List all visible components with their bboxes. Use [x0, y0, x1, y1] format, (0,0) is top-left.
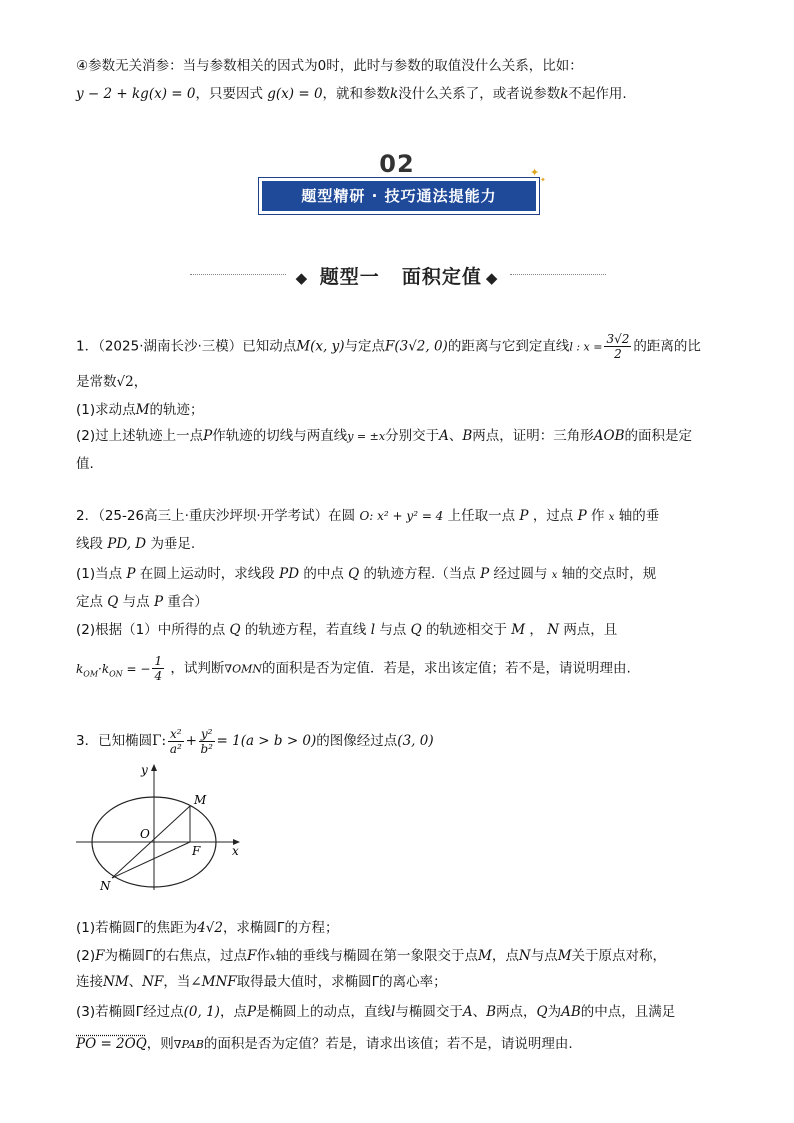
math-var: k [76, 661, 84, 676]
label-x: x [232, 844, 239, 858]
math-var: ·k [98, 661, 110, 676]
sparkle-icon: ✦ [530, 166, 540, 179]
text: 两点，且 [563, 622, 618, 638]
math-var: A [462, 1004, 473, 1020]
math-var: Q [348, 566, 360, 582]
ellipse-figure [70, 760, 250, 896]
fraction-numerator: 3√2 [606, 332, 630, 346]
math-var: P [480, 566, 490, 582]
text: 两点， [496, 1004, 537, 1020]
q2-part-1 [76, 564, 734, 586]
math-var: x [269, 952, 276, 963]
q3-part-3-cont [76, 1034, 734, 1055]
text: ，点 [219, 1004, 247, 1020]
math-var: M [478, 948, 492, 964]
text: (3)若椭圆Γ经过点 [76, 1004, 184, 1020]
math-expr: F(3√2, 0) [384, 338, 448, 355]
text: (2) [76, 948, 96, 964]
text: 取得最大值时，求椭圆Γ的离心率； [236, 974, 447, 990]
math-var: NF [142, 974, 164, 990]
text: 关于原点对称， [571, 948, 667, 964]
q3-part-1 [76, 918, 734, 938]
math-expr: √2 [116, 374, 134, 390]
label-m: M [194, 793, 207, 807]
math-var: Q [536, 1004, 548, 1020]
fraction-denominator: 4 [154, 669, 163, 683]
label-o: O [140, 827, 150, 841]
section-number: 02 [379, 150, 415, 178]
math-var: N [518, 948, 531, 964]
fraction [168, 727, 184, 756]
text: 、 [448, 428, 463, 444]
text: 作轨迹的切线与两直线 [212, 428, 348, 444]
q1-source: 1．（2025·湖南长沙·三模）已知动点 [76, 338, 297, 355]
text: 的轨迹方程.（当点 [363, 566, 476, 582]
math-var: P [126, 566, 136, 582]
text: 的面积是否为定值？若是，请求出该值；若不是，请说明理由. [203, 1036, 573, 1052]
text: 的轨迹相交于 [425, 622, 507, 638]
text: 轴的垂线与椭圆在第一象限交于点 [275, 948, 479, 964]
text: ，试判断 [170, 660, 225, 677]
text: (1)若椭圆Γ的焦距为 [76, 920, 198, 936]
q3-part-3 [76, 1002, 734, 1022]
text: 为垂足. [150, 536, 196, 552]
math-var: F [95, 948, 105, 964]
text: 分别交于 [385, 428, 440, 444]
math-var: l [391, 1004, 396, 1020]
math-var: PD [279, 566, 300, 582]
math-var: P [203, 428, 213, 444]
fraction-denominator: b² [200, 741, 213, 756]
math-var: l [370, 622, 376, 638]
subscript: OM [83, 668, 99, 678]
diamond-icon: ◆ [295, 269, 309, 287]
fraction [199, 727, 215, 756]
math-var: B [462, 428, 473, 444]
math-expr: O: x² + y² = 4 [359, 509, 444, 523]
math-expr: 4√2 [197, 920, 223, 936]
section-banner: 题型精研 · 技巧通法提能力 [262, 181, 536, 211]
text: ，则 [146, 1036, 174, 1052]
vector-eq: PO = 2OQ [76, 1036, 147, 1052]
text: 与椭圆交于 [395, 1004, 463, 1020]
math-var: M [135, 402, 150, 418]
heading-title: 面积定值 [401, 266, 482, 288]
text: ， [133, 374, 148, 390]
text: 没什么关系了，或者说参数 [398, 86, 561, 102]
heading-label: 题型一 [319, 266, 380, 288]
text: 线段 [76, 536, 103, 552]
text: 的轨迹； [149, 402, 204, 418]
text: 为 [547, 1004, 562, 1020]
text: 经过圆与 [493, 566, 548, 582]
subscript: ON [109, 668, 123, 678]
label-f: F [192, 844, 201, 858]
math-expr: y − 2 + kg(x) = 0 [76, 86, 196, 102]
math-expr: g(x) = 0 [267, 86, 323, 102]
q1-line-1 [76, 332, 734, 361]
math-var: P [246, 1004, 257, 1020]
math-var: N [547, 622, 560, 638]
text: 是椭圆上的动点，直线 [256, 1004, 392, 1020]
text: ，就和参数 [322, 86, 391, 102]
text: 轴的垂 [618, 508, 660, 524]
text: (1)求动点 [76, 402, 136, 418]
math-var: P [577, 508, 587, 524]
intro-text: ④参数无关消参：当与参数相关的因式为0时，此时与参数的取值没什么关系，比如： [76, 58, 583, 74]
math-var: B [486, 1004, 497, 1020]
text: 两点，证明：三角形 [472, 428, 594, 444]
math-expr: M(x, y) [296, 338, 345, 355]
slope-product [76, 662, 150, 676]
y-axis-arrow [151, 764, 157, 771]
text: (1)当点 [76, 566, 123, 582]
text: 、 [128, 974, 143, 990]
text: 与点 [379, 622, 407, 638]
math-expr: ∠MNF [190, 974, 237, 990]
fraction-denominator: 2 [614, 347, 622, 361]
math-var: k [560, 86, 569, 102]
math-var: M [557, 948, 572, 964]
q3-line-1 [76, 726, 734, 756]
text: 的中点 [303, 566, 344, 582]
text: 重合） [167, 594, 208, 610]
text: ，当 [163, 974, 191, 990]
math-var: NM [103, 974, 129, 990]
q1-line-2 [76, 372, 734, 392]
math-expr: PD, D [107, 536, 147, 552]
math-op: = − [126, 661, 151, 676]
q1-part-2 [76, 426, 734, 447]
text: 上任取一点 [447, 508, 516, 524]
math-var: Q [107, 594, 119, 610]
q2-part-2-cont [76, 654, 734, 688]
section-heading [0, 262, 794, 289]
text: ，过点 [532, 508, 574, 524]
q1-part-1 [76, 400, 734, 420]
text: ，只要因式 [195, 86, 263, 102]
math-var: x [551, 570, 558, 581]
text: (2)根据（1）中所得的点 [76, 622, 226, 638]
fraction [152, 654, 164, 683]
q3-part-2-cont [76, 972, 734, 992]
text: 、 [472, 1004, 487, 1020]
math-expr: = 1(a > b > 0) [216, 733, 317, 749]
text: 的距离与它到定直线 [447, 338, 570, 355]
text: 的距离的比 [633, 338, 701, 355]
q2-line-2 [76, 534, 734, 554]
fraction-numerator: y² [200, 726, 213, 741]
q3-part-2 [76, 946, 734, 968]
text: 不起作用. [568, 86, 627, 102]
math-expr: ∇PAB [173, 1038, 204, 1051]
math-expr: (3, 0) [397, 733, 434, 749]
fraction [604, 332, 631, 361]
math-expr: y = ±x [347, 430, 386, 443]
math-var: x [608, 512, 615, 523]
text: 值. [76, 456, 94, 472]
text: 轴的交点时，规 [561, 566, 657, 582]
text: (2)过上述轨迹上一点 [76, 428, 204, 444]
sparkle-icon: ✦ [540, 176, 546, 184]
text: 的轨迹方程，若直线 [244, 622, 367, 638]
math-expr: Γ: [152, 733, 167, 749]
text: 的面积是否为定值．若是，求出该定值；若不是，请说明理由. [261, 660, 631, 677]
intro-line-2 [76, 84, 734, 104]
q2-part-1-cont [76, 592, 734, 612]
segment-nf [112, 842, 190, 878]
text: ， [529, 622, 543, 638]
math-var: P [519, 508, 529, 524]
text: 是常数 [76, 374, 117, 390]
text: 与定点 [344, 338, 385, 355]
text: 的面积是定 [624, 428, 692, 444]
text: 为椭圆Γ的右焦点，过点 [104, 948, 248, 964]
text: 的图像经过点 [316, 733, 398, 749]
math-var: A [439, 428, 449, 444]
text: 定点 [76, 594, 103, 610]
label-y: y [141, 763, 148, 777]
math-op: + [185, 733, 197, 749]
math-var: k [390, 86, 399, 102]
text: 与点 [530, 948, 558, 964]
text: 作 [256, 948, 270, 964]
math-var: F [247, 948, 257, 964]
math-expr: ∇OMN [224, 662, 262, 676]
text: ，点 [491, 948, 519, 964]
math-var: AB [561, 1004, 581, 1020]
diamond-icon: ◆ [485, 269, 499, 287]
fraction-numerator: x² [170, 726, 182, 741]
text: 3．已知椭圆 [76, 733, 153, 749]
text: 连接 [76, 974, 103, 990]
q2-source: 2．（25-26高三上·重庆沙坪坝·开学考试）在圆 [76, 508, 356, 524]
math-var: AOB [593, 428, 625, 444]
math-var: Q [410, 622, 422, 638]
text: 作 [591, 508, 605, 524]
text: 的中点，且满足 [580, 1004, 676, 1020]
q2-line-1 [76, 506, 734, 528]
q1-part-2-cont [76, 454, 734, 474]
math-expr: (0, 1) [183, 1004, 220, 1020]
intro-line-1 [76, 56, 734, 76]
fraction-denominator: a² [169, 741, 182, 756]
label-n: N [100, 879, 111, 893]
math-var: M [511, 622, 526, 638]
text: 在圆上运动时，求线段 [139, 566, 275, 582]
text: 与点 [122, 594, 150, 610]
math-var: Q [229, 622, 241, 638]
text: ，求椭圆Γ的方程； [222, 920, 339, 936]
q2-part-2 [76, 620, 734, 640]
math-expr: l : x = [569, 340, 603, 354]
fraction-numerator: 1 [154, 654, 163, 668]
math-var: P [153, 594, 164, 610]
